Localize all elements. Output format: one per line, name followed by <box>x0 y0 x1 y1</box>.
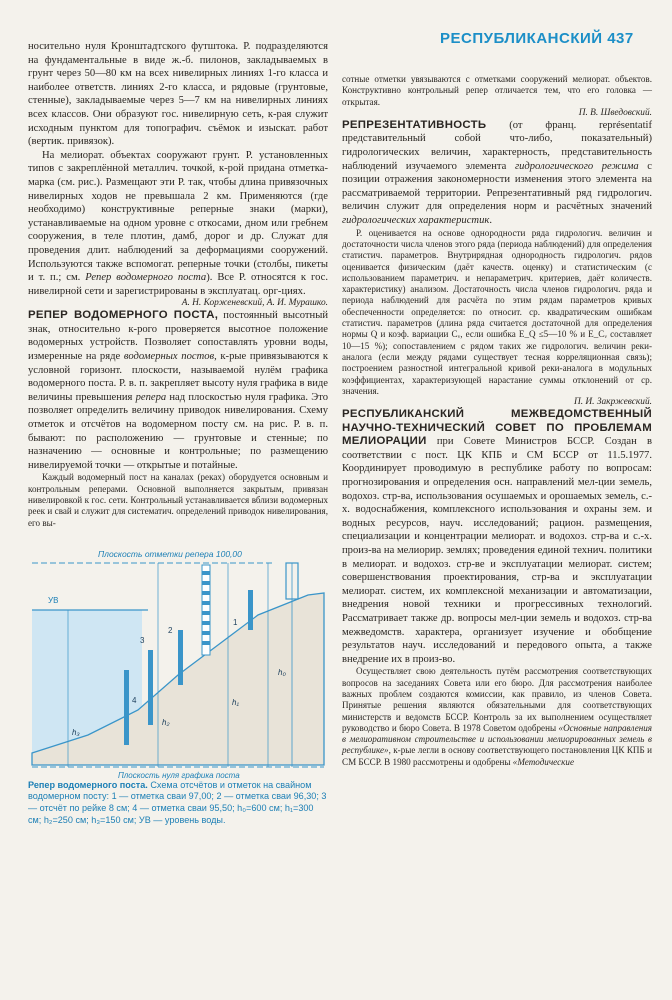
cross-reference-link[interactable]: гидрологических характеристик <box>342 215 490 227</box>
pile-4 <box>248 590 253 630</box>
h-label: h₃ <box>72 727 80 737</box>
water-level-label: УВ <box>48 595 59 605</box>
paragraph: На мелиорат. объектах сооружают грунт. Р. установленных типов с закреплённой металлич. точкой, к-рой придана отметка-марка (см. рис.). Размещают эти Р. так, чтобы длина привязочных нивелирных ходов не превышала 2 км. Применяются (где необходимо) конструктивные реперные знаки (марки), устанавливаемые на одном уровне с откосами, дном или гребнем сооружения, в теле плотин, дамб, дорог и др. Служат для проведения длит. наблюдений за деформациями сооружений. Используются также вспомогат. реперные точки (столбы, пикеты и т. п.; см. Репер водомерного поста). Все Р. относятся к гос. нивелирной сети и зарегистрированы в эксплуатац. орг-циях. <box>28 149 328 297</box>
figure-caption: Репер водомерного поста. Схема отсчётов и отметок на свайном водомерном посту: 1 — отметка сваи 97,00; 2 — отметка сваи 96,30; 3 — отсчёт по рейке 8 см; 4 — отметка сваи 95,50; h₀=600 см; h₁=300 см; h₂=250 см; h₃=150 см; УВ — уровень воды. <box>28 779 327 825</box>
author-signature: А. Н. Корженевский, А. И. Мурашко. <box>181 298 328 309</box>
article-heading: РЕПЕР ВОДОМЕРНОГО ПОСТА, <box>28 309 219 322</box>
cross-reference-link[interactable]: Репер водомерного поста <box>85 272 207 284</box>
cross-reference-link[interactable]: водомерных постов <box>123 351 215 363</box>
gauge-station-diagram <box>28 535 328 780</box>
right-column <box>342 74 652 768</box>
cross-reference-link[interactable]: «Методические <box>512 756 574 767</box>
mark-label: 4 <box>132 695 137 705</box>
article-entry: РЕПЕР ВОДОМЕРНОГО ПОСТА, постоянный высотный знак, относительно к-рого проверяется высотное положение водомерных устройств. Позволяет сопоставлять уровни воды, измеренные на ряде водомерных постов, к-рые привязываются к условной горизонт. плоскости, называемой нулём графика водомерного поста. Р. в. п. закрепляет высоту нуля графика в виде величины превышения репера над плоскостью нуля графика. Это позволяет определить величину приводок нивелирования. Схему отметок и отсчётов на водомерном посту см. на рис. Р. в. п. бывают: по расположению — грунтовые и стенные; по назначению — основные и контрольные; по размещению нивелируемой точки — открытые и потайные. <box>28 309 328 471</box>
pile-3 <box>124 670 129 745</box>
bottom-plane-label: Плоскость нуля графика поста <box>118 770 240 780</box>
mark-label: 2 <box>168 625 173 635</box>
pile-1 <box>178 630 183 685</box>
article-entry: РЕСПУБЛИКАНСКИЙ МЕЖВЕДОМСТВЕННЫЙ НАУЧНО-ТЕХНИЧЕСКИЙ СОВЕТ ПО ПРОБЛЕМАМ МЕЛИОРАЦИИ при Совете Министров БССР. Создан в соответствии с пост. ЦК КПБ и СМ БССР от 11.5.1977. Координирует проводимую в республике работу по вопросам: прогнозирования и определения осн. направлений мел-ции земель, водохоз. стр-ва, использования осушаемых и орошаемых земель, с.-х. водоснабжения, комплексного использования и охраны зем. и водных ресурсов, науч. исследований; рацион. размещения, специализации и концентрации мелиорат. и водохоз. стр-ва и с.-х. произ-ва на мелиорир. землях; проведения единой технич. политики в мелиорат. и водохоз. стр-ве и эксплуатации мелиорат. систем; совершенствования проектирования, стр-ва и эксплуатации мелиорат. систем, их комплексной механизации и автоматизации, внедрения новой техники и прогрессивных технологий. Рассматривает также др. вопросы мел-ции земель и водохоз. стр-ва межведомств. характера, организует изучение и обобщение результатов науч. исследований и передового опыта, а также внедрение их в произ-во. <box>342 408 652 665</box>
running-header <box>440 30 650 47</box>
running-header-title: РЕСПУБЛИКАНСКИЙ <box>440 30 603 47</box>
author-signature: П. В. Шведовский. <box>578 107 652 118</box>
h-label: h₀ <box>278 667 286 677</box>
h-label: h₁ <box>232 697 239 707</box>
article-entry: РЕПРЕЗЕНТАТИВНОСТЬ (от франц. représentatif представительный собой что-либо, показательный) гидрологических величин, характерность, представительность наблюдений изучаемого элемента гидрологического режима с позиции отражения закономерности изменения этого элемента на рассматриваемой территории. Репрезентативный ряд гидрологич. величин служит для определения норм и расчётных значений гидрологических характеристик. <box>342 118 652 227</box>
cross-reference-link[interactable]: репера <box>135 391 167 403</box>
small-print-paragraph: Р. оценивается на основе однородности ряда гидрологич. величин и достаточности числа членов этого ряда (периода наблюдений) для определения статистич. параметров. Внутрирядная однородность гидрологич. рядов оценивается физическим (даёт качеств. оценку) и статистическим (с использованием параметрич. и непараметрич. критериев, даёт количеств. характеристику) анализом. Достаточность числа членов гидрологич. ряда и периода наблюдений для расчёта по этим рядам параметров кривых обеспеченности определяется: по относит. ср. квадратическим ошибкам статистич. параметров (длина ряда считается достаточной для определения нормы Q и коэф. вариации Cᵥ, если ошибка E_Q ≤5—10 % и E_Cᵥ составляет 10—15 %); сопоставлением с рядом таких же гидрологич. величин реки-аналога (если между рядами существует тесная корреляционная связь); построением разностной интегральной кривой реки-аналога в модульных коэффициентах, характеризующей нарастание суммы отклонений от ср. значения. <box>342 227 652 396</box>
h-label: h₂ <box>162 717 170 727</box>
small-print-paragraph: сотные отметки увязываются с отметками сооружений мелиорат. объектов. Конструктивно контрольный репер отличается тем, что его головка — открытая. <box>342 74 652 107</box>
paragraph: носительно нуля Кронштадтского футштока. Р. подразделяются на фундаментальные в виде ж.-б. пилонов, закладываемых в грунт через 50—80 км на всех нивелирных линиях 1-го класса и наиболее ответств. линиях 2-го класса, и рядовые (грунтовые, стенные), закладываемые через 5—7 км на нивелирных линиях всех классов. Они образуют гос. нивелирную сеть, к-рая служит исходным пунктом для топографич. съёмок и изыскат. работ (вертик. привязок). <box>28 41 328 148</box>
small-print-paragraph: Каждый водомерный пост на каналах (реках) оборудуется основным и контрольным реперами. Основной выполняется закрытым, привязан нивелировкой к гос. сети. Контрольный устанавливается вблизи водомерных реек и свай и служит для систематич. определений приводок нивелирования, его вы- <box>28 472 328 528</box>
pile-2 <box>148 650 153 725</box>
left-column <box>28 40 328 826</box>
article-heading: РЕПРЕЗЕНТАТИВНОСТЬ <box>342 118 487 131</box>
mark-label: 1 <box>233 617 238 627</box>
figure-diagram <box>28 535 328 780</box>
small-print-paragraph: Осуществляет свою деятельность путём рассмотрения соответствующих вопросов на заседаниях Совета или его бюро. Для рассмотрения наиболее важных проблем создаются комиссии, как правило, из членов Совета. Принятые решения являются обязательными для соответствующих министерств и ведомств БССР. Контроль за их выполнением осуществляет руководство и бюро Совета. В 1978 Советом одобрены «Основные направления в мелиоративном строительстве и использовании мелиорированных земель в республике», к-рые легли в основу соответствующего постановления ЦК КПБ и СМ БССР. В 1980 рассмотрены и одобрены «Методические <box>342 666 653 767</box>
cross-reference-link[interactable]: «Основные направления в мелиоративном строительстве и использовании мелиорированных земель в республике» <box>342 722 653 756</box>
caption-title: Репер водомерного поста. <box>28 779 148 790</box>
author-signature: П. И. Закржевский. <box>573 397 652 408</box>
mark-label: 3 <box>140 635 145 645</box>
cross-reference-link[interactable]: гидрологического режима <box>514 160 639 172</box>
page-number: 437 <box>607 30 634 47</box>
article-heading: РЕСПУБЛИКАНСКИЙ МЕЖВЕДОМСТВЕННЫЙ НАУЧНО-ТЕХНИЧЕСКИЙ СОВЕТ ПО ПРОБЛЕМАМ МЕЛИОРАЦИИ <box>342 408 652 448</box>
top-plane-label: Плоскость отметки репера 100,00 <box>98 548 242 559</box>
